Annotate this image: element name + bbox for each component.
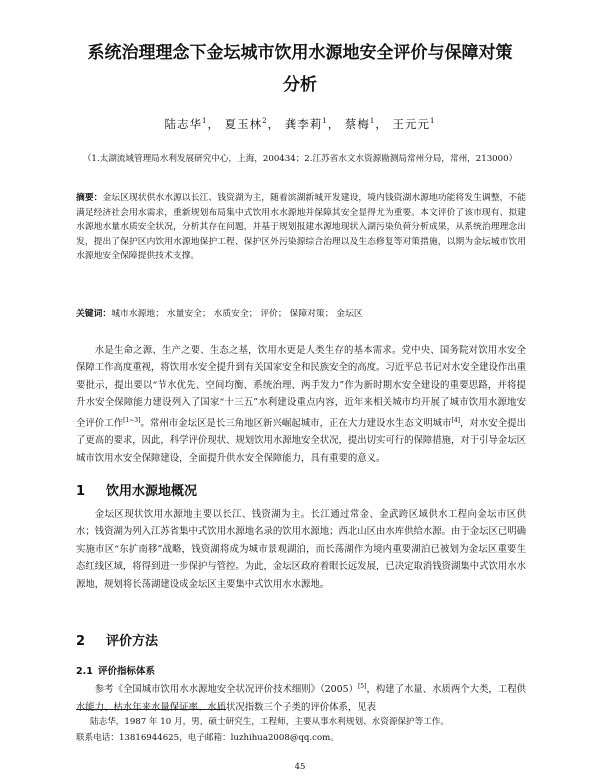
section-title: 饮用水源地概况 (106, 484, 198, 499)
keywords-label: 关键词： (76, 309, 112, 319)
author-affiliation-mark: 1 (322, 117, 328, 126)
section-1-heading (76, 480, 197, 499)
paper-title-line1: 系统治理理念下金坛城市饮用水源地安全评价与保障对策 (87, 43, 513, 63)
intro-text-c: ，对水安全提出了更高的要求，因此，科学评价现状、规划饮用水源地安全状况，提出切实可行的保障措施，对于引导金坛区城市饮用水安全保障建设，全面提升供水安全保障能力，具有重要的意义。 (76, 417, 527, 464)
keywords (76, 306, 526, 319)
footnote-line1: 陆志华，1987 年 10 月，男，硕士研究生，工程师，主要从事水利规划、水资源保护等工作。 (90, 717, 449, 727)
affiliation: （1.太湖流域管理局水利发展研究中心，上海，200434；2.江苏省水文水资源勘测局常州分局，常州，213000） (82, 154, 518, 164)
subsection-number: 2.1 (76, 666, 93, 677)
author-name: 王元元 (392, 117, 431, 131)
author-name: 陆志华 (164, 117, 203, 131)
intro-paragraph (76, 342, 526, 467)
section-2-1-paragraph (76, 678, 526, 716)
author-name: 龚李莉 (284, 117, 323, 131)
subsection-title: 评价指标体系 (98, 666, 156, 677)
citation-ref: [5] (357, 683, 367, 690)
footnote-divider (76, 709, 226, 710)
paper-title-line2: 分析 (283, 75, 317, 95)
intro-text-b: 。常州市金坛区是长三角地区新兴崛起城市，正在大力建设水生态文明城市 (140, 417, 452, 429)
section-number: 1 (76, 484, 86, 499)
citation-ref: [4] (451, 416, 460, 424)
author-footnote (76, 714, 536, 746)
intro-text-a: 水是生命之源、生产之要、生态之基，饮用水更是人类生存的基本需求。党中央、国务院对饮用水安全保障工作高度重视，将饮用水安全提升到有关国家安全和民族安全的高度。习近平总书记对水安全建设作出重要批示，提出要以“节水优先、空间均衡、系统治理、两手发力”作为新时期水安全建设的重要思路，并将提升水安全保障能力建设列入了国家“十三五”水利建设重点内容，近年来相关城市均开展了城市饮用水源地安全评价工作 (76, 345, 527, 429)
footnote-line2: 联系电话：13816944625，电子邮箱：luzhihua2008@qq.com。 (76, 733, 339, 743)
section-2-1-text-b: ，构建了水量、水质两个大类，工程供水能力、枯水年来水量保证率、水质状况指数三个子类的评价体系，见表 (76, 684, 526, 713)
author-name: 蔡梅 (344, 117, 370, 131)
author-affiliation-mark: 1 (430, 117, 436, 126)
section-2-heading (76, 630, 158, 649)
author-name: 夏玉林 (224, 117, 263, 131)
author-affiliation-mark: 2 (262, 117, 268, 126)
citation-ref: [1~3] (123, 416, 141, 424)
keywords-text: 城市水源地； 水量安全； 水质安全； 评价； 保障对策； 金坛区 (111, 309, 363, 319)
section-2-1-text-a: 参考《全国城市饮用水水源地安全状况评价技术细则》（2005） (94, 684, 358, 696)
author-list: 陆志华$^1$， 夏玉林$^2$， 龚李莉$^1$， 蔡梅$^1$， 王元元$^1$ (164, 117, 436, 131)
author-affiliation-mark: 1 (369, 117, 376, 126)
section-title: 评价方法 (106, 634, 159, 649)
section-number: 2 (76, 634, 86, 649)
section-1-paragraph: 金坛区现状饮用水源地主要以长江、钱资湖为主。长江通过常金、金武跨区域供水工程向金坛市区供水；钱资湖为列入江苏省集中式饮用水源地名录的饮用水源地；西北山区由水库供给水源。由于金坛区已明确实施市区“东扩南移”战略，钱资湖将成为城市景观湖泊，而长荡湖作为境内重要湖泊已被划为金坛区重要生态红线区域，将得到进一步保护与管控。为此，金坛区政府着眼长远发展，已决定取消钱资湖集中式饮用水水源地，规划将长荡湖建设成金坛区主要集中式饮用水水源地。 (76, 509, 527, 590)
abstract (76, 191, 526, 264)
page-number: 45 (294, 762, 306, 772)
abstract-label: 摘要： (76, 193, 103, 203)
author-affiliation-mark: 1 (202, 117, 208, 126)
abstract-text: 金坛区现状供水水源以长江、钱资湖为主，随着滨湖新城开发建设，境内钱资湖水源地功能将发生调整，不能满足经济社会用水需求，重新规划布局集中式饮用水水源地并保障其安全显得尤为重要。本文评价了该市现有、拟建水源地水量水质安全状况，分析其存在问题，并基于规划报建水源地现状入湖污染负荷分析成果，从系统治理理念出发，提出了保护区内饮用水源地保护工程、保护区外污染源综合治理以及生态修复等对策措施，以期为金坛城市饮用水源地安全保障提供技术支撑。 (76, 193, 526, 261)
section-2-1-heading (76, 663, 155, 677)
